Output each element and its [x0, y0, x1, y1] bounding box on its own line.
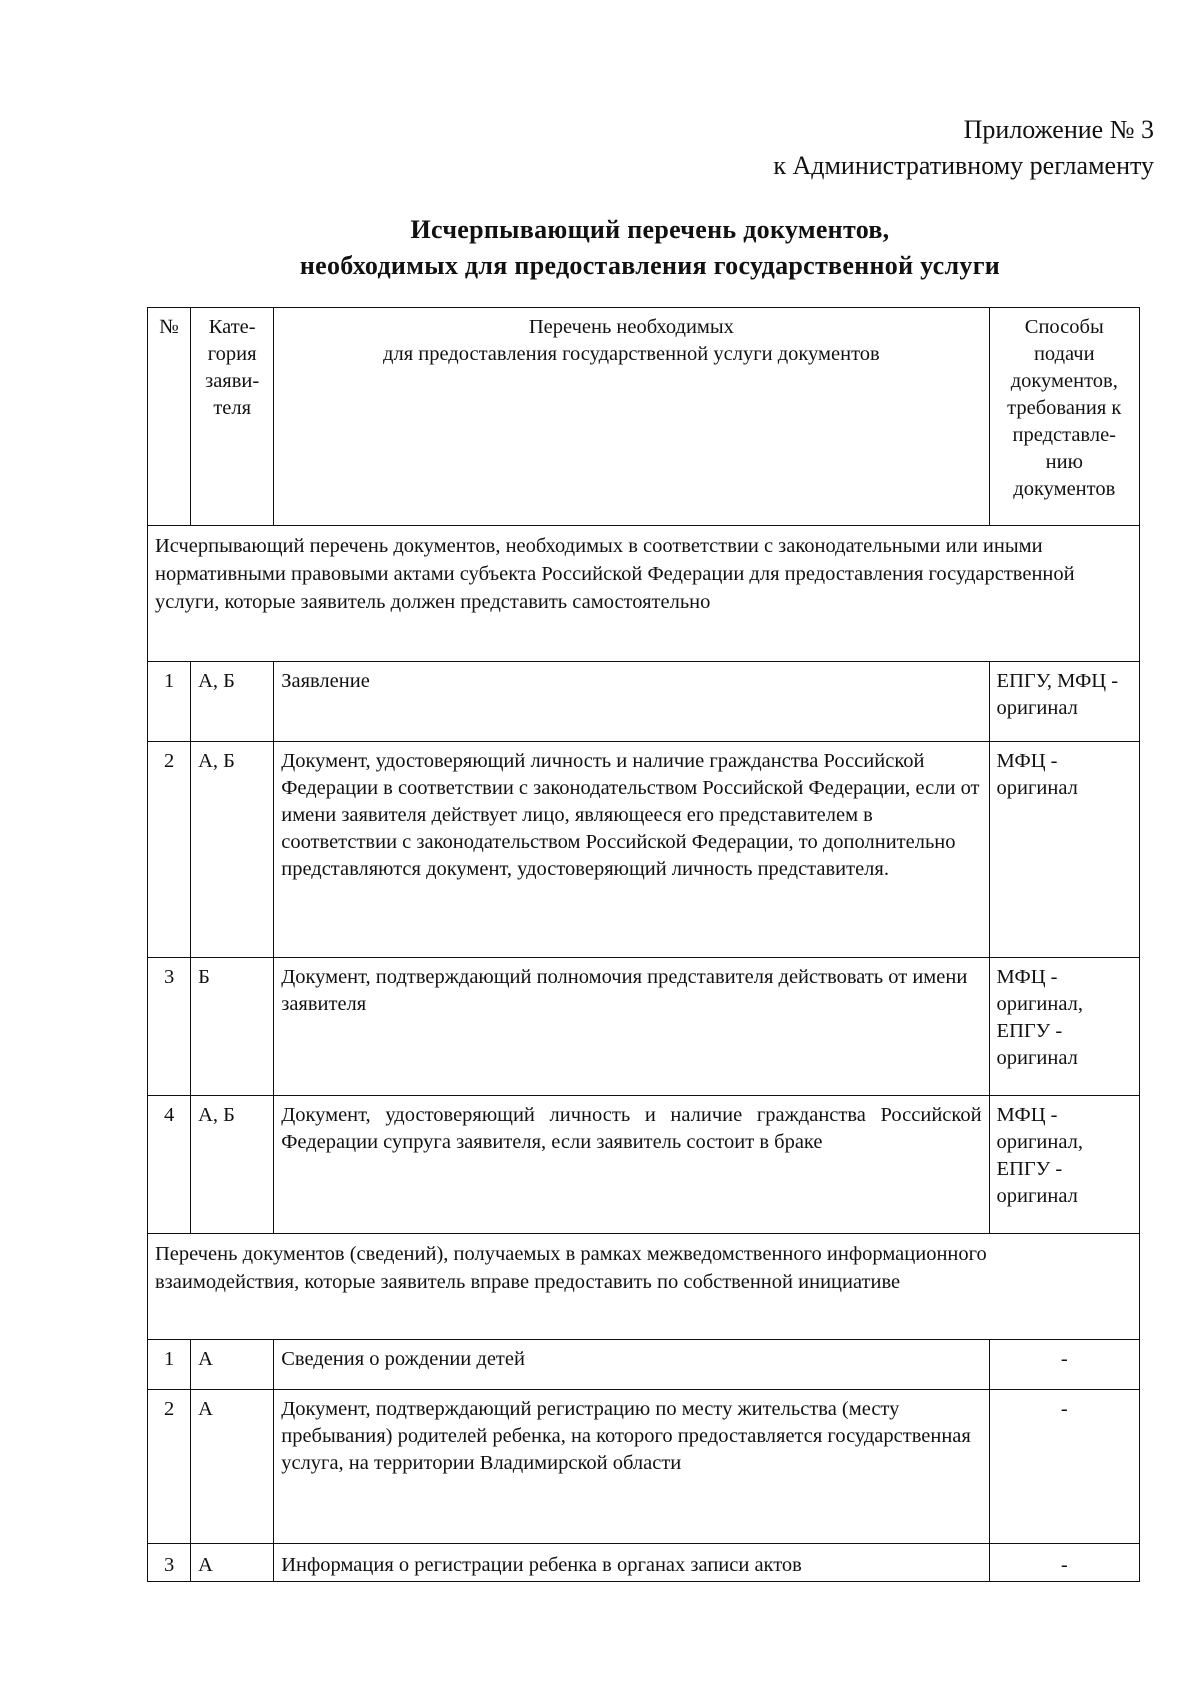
row-document: Сведения о рождении детей — [274, 1340, 989, 1390]
header-number: № — [148, 308, 191, 526]
row-category: А — [191, 1390, 274, 1544]
section-1-heading: Исчерпывающий перечень документов, необходимых в соответствии с законодательными или иными нормативными правовыми актами субъекта Российской Федерации для предоставления государственной услуги, которые заявитель должен представить самостоятельно — [148, 526, 1140, 662]
table-row — [148, 1544, 1140, 1582]
row-category: А, Б — [191, 1096, 274, 1234]
header-category: Кате- гория заяви- теля — [191, 308, 274, 526]
title-line-1: Исчерпывающий перечень документов, — [410, 215, 890, 244]
section-2-heading: Перечень документов (сведений), получаемых в рамках межведомственного информационного взаимодействия, которые заявитель вправе предоставить по собственной инициативе — [148, 1234, 1140, 1340]
row-method: - — [989, 1340, 1139, 1390]
row-number: 3 — [148, 1544, 191, 1582]
row-document: Информация о регистрации ребенка в органах записи актов — [274, 1544, 989, 1582]
header-documents: Перечень необходимых для предоставления государственной услуги документов — [274, 308, 989, 526]
row-category: Б — [191, 958, 274, 1096]
table-header-row — [148, 308, 1140, 526]
section-row — [148, 526, 1140, 662]
table-row — [148, 1096, 1140, 1234]
row-number: 4 — [148, 1096, 191, 1234]
row-category: А, Б — [191, 742, 274, 958]
appendix-number: Приложение № 3 — [963, 115, 1154, 144]
row-category: А — [191, 1544, 274, 1582]
row-number: 3 — [148, 958, 191, 1096]
appendix-header — [773, 112, 1154, 184]
title-line-2: необходимых для предоставления государственной услуги — [299, 251, 1001, 280]
row-method: МФЦ - оригинал, ЕПГУ - оригинал — [989, 958, 1139, 1096]
row-method: МФЦ - оригинал — [989, 742, 1139, 958]
row-number: 2 — [148, 742, 191, 958]
row-category: А, Б — [191, 662, 274, 742]
row-number: 1 — [148, 662, 191, 742]
documents-table — [147, 307, 1140, 1582]
row-method: МФЦ - оригинал, ЕПГУ - оригинал — [989, 1096, 1139, 1234]
row-method: - — [989, 1390, 1139, 1544]
section-row — [148, 1234, 1140, 1340]
row-document: Документ, подтверждающий регистрацию по месту жительства (месту пребывания) родителей ребенка, на которого предоставляется государственная услуга, на территории Владимирской области — [274, 1390, 989, 1544]
document-title — [150, 212, 1150, 284]
table-row — [148, 742, 1140, 958]
table-row — [148, 1340, 1140, 1390]
row-document: Документ, удостоверяющий личность и наличие гражданства Российской Федерации в соответствии с законодательством Российской Федерации, если от имени заявителя действует лицо, являющееся его представителем в соответствии с законодательством Российской Федерации, то дополнительно представляются документ, удостоверяющий личность представителя. — [274, 742, 989, 958]
row-document: Документ, подтверждающий полномочия представителя действовать от имени заявителя — [274, 958, 989, 1096]
table-row — [148, 1390, 1140, 1544]
row-number: 2 — [148, 1390, 191, 1544]
table-row — [148, 662, 1140, 742]
table-row — [148, 958, 1140, 1096]
appendix-reference: к Административному регламенту — [773, 151, 1154, 180]
row-number: 1 — [148, 1340, 191, 1390]
row-method: - — [989, 1544, 1139, 1582]
row-method: ЕПГУ, МФЦ - оригинал — [989, 662, 1139, 742]
row-document: Документ, удостоверяющий личность и наличие гражданства Российской Федерации супруга заявителя, если заявитель состоит в браке — [274, 1096, 989, 1234]
row-document: Заявление — [274, 662, 989, 742]
row-category: А — [191, 1340, 274, 1390]
header-methods: Способы подачи документов, требования к представле- нию документов — [989, 308, 1139, 526]
